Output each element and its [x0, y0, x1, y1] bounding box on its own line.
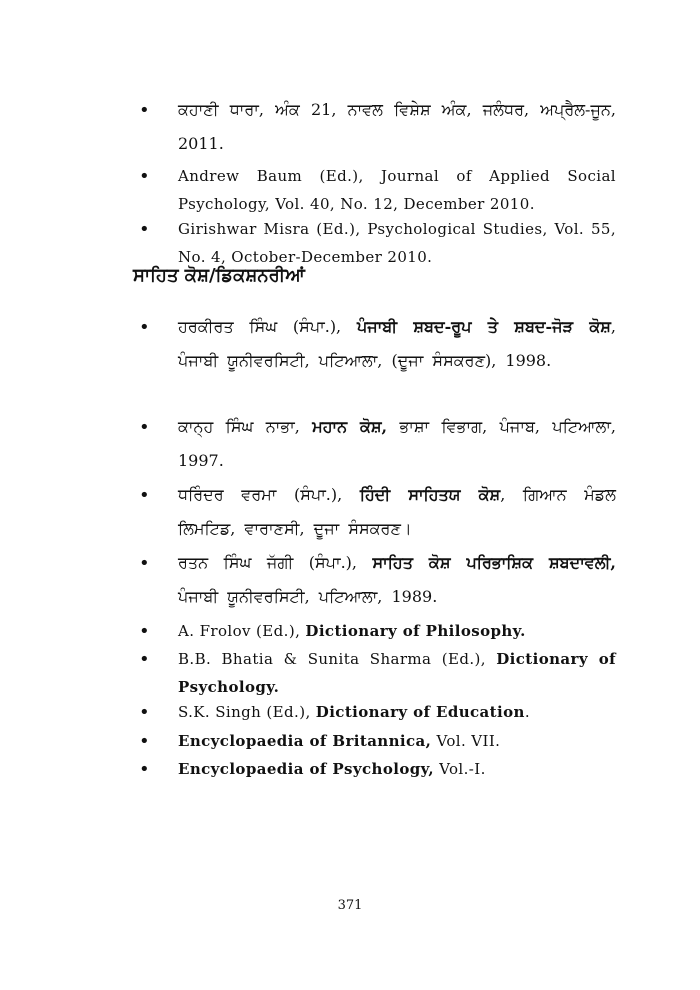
reference-text — [178, 93, 616, 161]
bullet-icon: • — [139, 702, 150, 723]
reference-part: ਕਾਨ੍ਹ ਸਿੰਘ ਨਾਭਾ, — [178, 417, 313, 436]
bullet-icon: • — [139, 621, 150, 642]
reference-part: Andrew Baum (Ed.), Journal of Applied Social Psychology, Vol. 40, No. 12, December 2010. — [178, 167, 616, 213]
reference-text — [178, 546, 616, 614]
reference-part: A. Frolov (Ed.), — [178, 622, 306, 640]
reference-text — [178, 310, 616, 378]
bullet-icon: • — [139, 100, 150, 121]
reference-part: ਭਾਸ਼ਾ ਵਿਭਾਗ, ਪੰਜਾਬ, ਪਟਿਆਲਾ, 1997. — [178, 417, 617, 470]
reference-part: ਧਰਿੰਦਰ ਵਰਮਾ (ਸੰਪਾ.), — [178, 485, 360, 504]
reference-part: ਪੰਜਾਬੀ ਯੂਨੀਵਰਸਿਟੀ, ਪਟਿਆਲਾ, 1989. — [178, 587, 438, 606]
reference-title: ਪੰਜਾਬੀ ਸ਼ਬਦ-ਰੂਪ ਤੇ ਸ਼ਬਦ-ਜੋੜ ਕੋਸ਼ — [356, 317, 611, 336]
bullet-icon: • — [139, 219, 150, 240]
reference-text — [178, 698, 616, 726]
reference-title: ਸਾਹਿਤ ਕੋਸ਼ ਪਰਿਭਾਸ਼ਿਕ ਸ਼ਬਦਾਵਲੀ, — [372, 553, 617, 572]
reference-text — [178, 617, 616, 645]
bullet-icon: • — [139, 166, 150, 187]
reference-title: Dictionary of Education — [315, 703, 525, 721]
section-heading: ਸਾਹਿਤ ਕੋਸ਼/ਡਿਕਸ਼ਨਰੀਆਂ — [133, 265, 305, 286]
bullet-icon: • — [139, 731, 150, 752]
bullet-icon: • — [139, 417, 150, 438]
reference-text — [178, 755, 616, 783]
reference-title: Dictionary of Psychology. — [178, 650, 616, 696]
reference-title: ਮਹਾਨ ਕੋਸ਼, — [312, 417, 388, 436]
reference-title: Encyclopaedia of Britannica, — [178, 732, 432, 750]
bullet-icon: • — [139, 759, 150, 780]
reference-part: ਕਹਾਣੀ ਧਾਰਾ, ਅੰਕ 21, ਨਾਵਲ ਵਿਸ਼ੇਸ਼ ਅੰਕ, ਜਲੰਧਰ, ਅਪ੍ਰੈਲ-ਜੂਨ, 2011. — [178, 100, 616, 153]
reference-part: Girishwar Misra (Ed.), Psychological Studies, Vol. 55, No. 4, October-December 2010. — [178, 220, 616, 266]
reference-part: Vol. VII. — [431, 732, 501, 750]
reference-text — [178, 478, 616, 546]
reference-title: ਹਿੰਦੀ ਸਾਹਿਤਯ ਕੋਸ਼ — [359, 485, 501, 504]
reference-text — [178, 727, 616, 755]
reference-text — [178, 410, 616, 478]
reference-text — [178, 645, 616, 701]
reference-part: . — [524, 703, 530, 721]
reference-part: , ਗਿਆਨ ਮੰਡਲ ਲਿਮਟਿਡ, ਵਾਰਾਣਸੀ, ਦੂਜਾ ਸੰਸਕਰਣ। — [178, 485, 616, 538]
reference-part: Vol.-I. — [433, 760, 486, 778]
reference-title: Dictionary of Philosophy. — [305, 622, 526, 640]
bullet-icon: • — [139, 317, 150, 338]
reference-part: S.K. Singh (Ed.), — [178, 703, 316, 721]
reference-title: Encyclopaedia of Psychology, — [178, 760, 434, 778]
bullet-icon: • — [139, 485, 150, 506]
reference-part: B.B. Bhatia & Sunita Sharma (Ed.), — [178, 650, 497, 668]
reference-part: ਰਤਨ ਸਿੰਘ ਜੱਗੀ (ਸੰਪਾ.), — [178, 553, 373, 572]
reference-part: , ਪੰਜਾਬੀ ਯੂਨੀਵਰਸਿਟੀ, ਪਟਿਆਲਾ, (ਦੂਜਾ ਸੰਸਕਰਣ), 1998. — [178, 317, 617, 370]
bullet-icon: • — [139, 553, 150, 574]
page-number: 371 — [337, 898, 363, 913]
reference-part: ਹਰਕੀਰਤ ਸਿੰਘ (ਸੰਪਾ.), — [178, 317, 357, 336]
reference-text — [178, 215, 616, 271]
reference-text — [178, 162, 616, 218]
bullet-icon: • — [139, 649, 150, 670]
